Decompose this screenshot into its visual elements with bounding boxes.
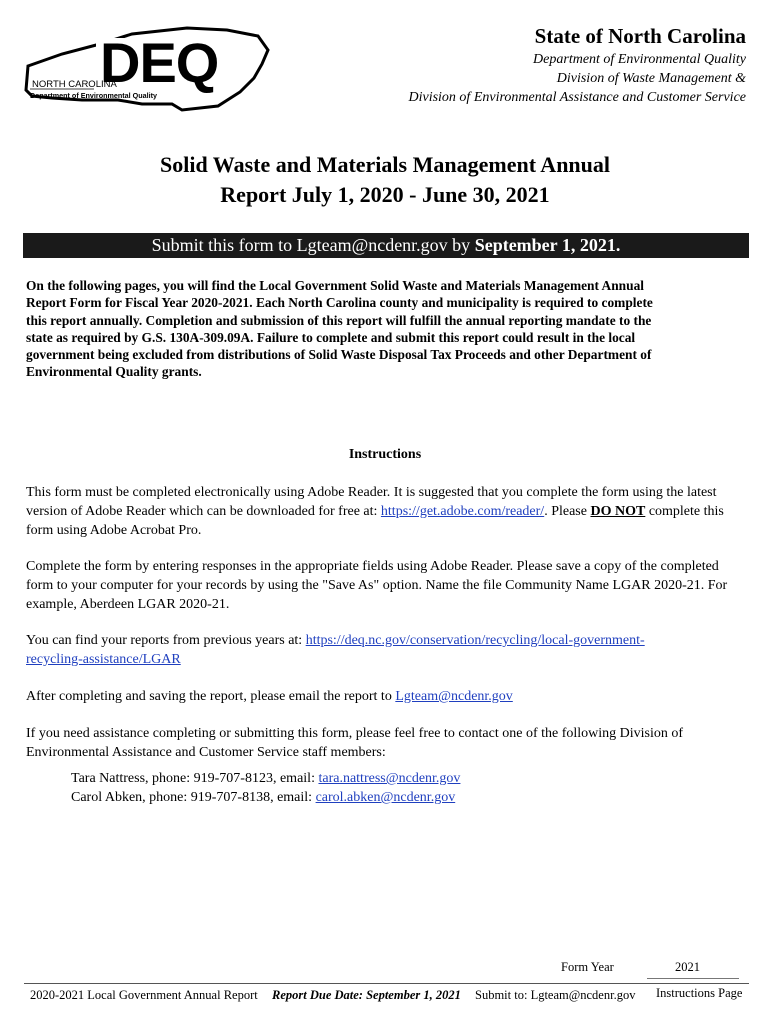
footer-report-name: 2020-2021 Local Government Annual Report bbox=[30, 988, 258, 1002]
contact-email-link[interactable]: tara.nattress@ncdenr.gov bbox=[318, 771, 461, 786]
previous-reports-link-continued[interactable]: recycling-assistance/LGAR bbox=[26, 652, 181, 667]
adobe-reader-link[interactable]: https://get.adobe.com/reader/ bbox=[380, 504, 545, 519]
intro-paragraph bbox=[26, 277, 744, 381]
footer-page-name: Instructions Page bbox=[656, 986, 743, 1000]
lgteam-email-link[interactable]: Lgteam@ncdenr.gov bbox=[395, 689, 513, 704]
submit-banner-text: Submit this form to Lgteam@ncdenr.gov by bbox=[151, 235, 475, 255]
instructions-paragraph-4 bbox=[26, 687, 746, 706]
logo-deq-mark: DEQ bbox=[100, 31, 219, 94]
nc-deq-logo bbox=[22, 20, 272, 116]
division-line-2: Division of Environmental Assistance and Customer Service bbox=[408, 90, 746, 105]
contact-carol bbox=[71, 788, 455, 807]
intro-line: government being excluded from distributions of Solid Waste Disposal Tax Proceeds and other Department of bbox=[26, 347, 652, 363]
form-year-label: Form Year bbox=[561, 960, 614, 974]
para-text: complete this form using Adobe Acrobat Pro. bbox=[26, 504, 724, 538]
contact-tara bbox=[71, 769, 460, 788]
contact-text: Carol Abken, phone: 919-707-8138, email: bbox=[71, 790, 316, 805]
report-title-line-2: Report July 1, 2020 - June 30, 2021 bbox=[220, 182, 550, 207]
intro-line: this report annually. Completion and submission of this report will fulfill the annual reporting mandate to the bbox=[26, 312, 652, 328]
report-title-line-1: Solid Waste and Materials Management Annual bbox=[159, 152, 611, 177]
contact-email-link[interactable]: carol.abken@ncdenr.gov bbox=[315, 790, 456, 805]
para-text: You can find your reports from previous years at: bbox=[26, 633, 306, 648]
state-title: State of North Carolina bbox=[534, 24, 746, 48]
footer-due-date: Report Due Date: September 1, 2021 bbox=[272, 988, 461, 1002]
intro-line: Report Form for Fiscal Year 2020-2021. Each North Carolina county and municipality is required to complete bbox=[26, 295, 653, 311]
logo-line-2: Department of Environmental Quality bbox=[30, 91, 157, 100]
para-text: This form must be completed electronically using Adobe Reader. It is suggested that you complete the form using the latest version of Adobe Reader which can be downloaded for free at: bbox=[26, 485, 717, 519]
previous-reports-link[interactable]: https://deq.nc.gov/conservation/recycling/local-government- bbox=[305, 633, 645, 648]
department-name: Department of Environmental Quality bbox=[533, 52, 746, 67]
footer-divider bbox=[24, 983, 749, 984]
form-year-value: 2021 bbox=[675, 960, 700, 974]
intro-line: Environmental Quality grants. bbox=[26, 364, 202, 380]
report-title bbox=[0, 150, 770, 210]
submit-banner bbox=[23, 233, 749, 258]
para-text: . Please bbox=[544, 504, 591, 519]
intro-line: On the following pages, you will find the Local Government Solid Waste and Materials Management Annual bbox=[26, 278, 644, 293]
footer-submit-to: Submit to: Lgteam@ncdenr.gov bbox=[475, 988, 636, 1002]
logo-line-1: NORTH CAROLINA bbox=[32, 79, 117, 90]
para-text: After completing and saving the report, please email the report to bbox=[26, 689, 396, 704]
form-year-underline bbox=[647, 978, 739, 979]
submit-banner-date: September 1, 2021. bbox=[474, 235, 621, 255]
instructions-paragraph-1 bbox=[26, 483, 746, 540]
instructions-paragraph-3 bbox=[26, 631, 746, 669]
instructions-paragraph-5: If you need assistance completing or submitting this form, please feel free to contact one of the following Division of Environmental Assistance and Customer Service staff members: bbox=[26, 726, 684, 760]
do-not-emphasis: DO NOT bbox=[590, 504, 646, 519]
instructions-heading: Instructions bbox=[348, 447, 422, 462]
contact-text: Tara Nattress, phone: 919-707-8123, email: bbox=[71, 771, 319, 786]
instructions-paragraph-2: Complete the form by entering responses in the appropriate fields using Adobe Reader. Please save a copy of the completed form to your computer for your records by using the "Save As" option. Name the file Community Name LGAR 2020-21. For example, Aberdeen LGAR 2020-21. bbox=[26, 559, 728, 612]
division-line-1: Division of Waste Management & bbox=[556, 71, 746, 86]
intro-line: state as required by G.S. 130A-309.09A. Failure to complete and submit this report could result in the local bbox=[26, 329, 636, 345]
